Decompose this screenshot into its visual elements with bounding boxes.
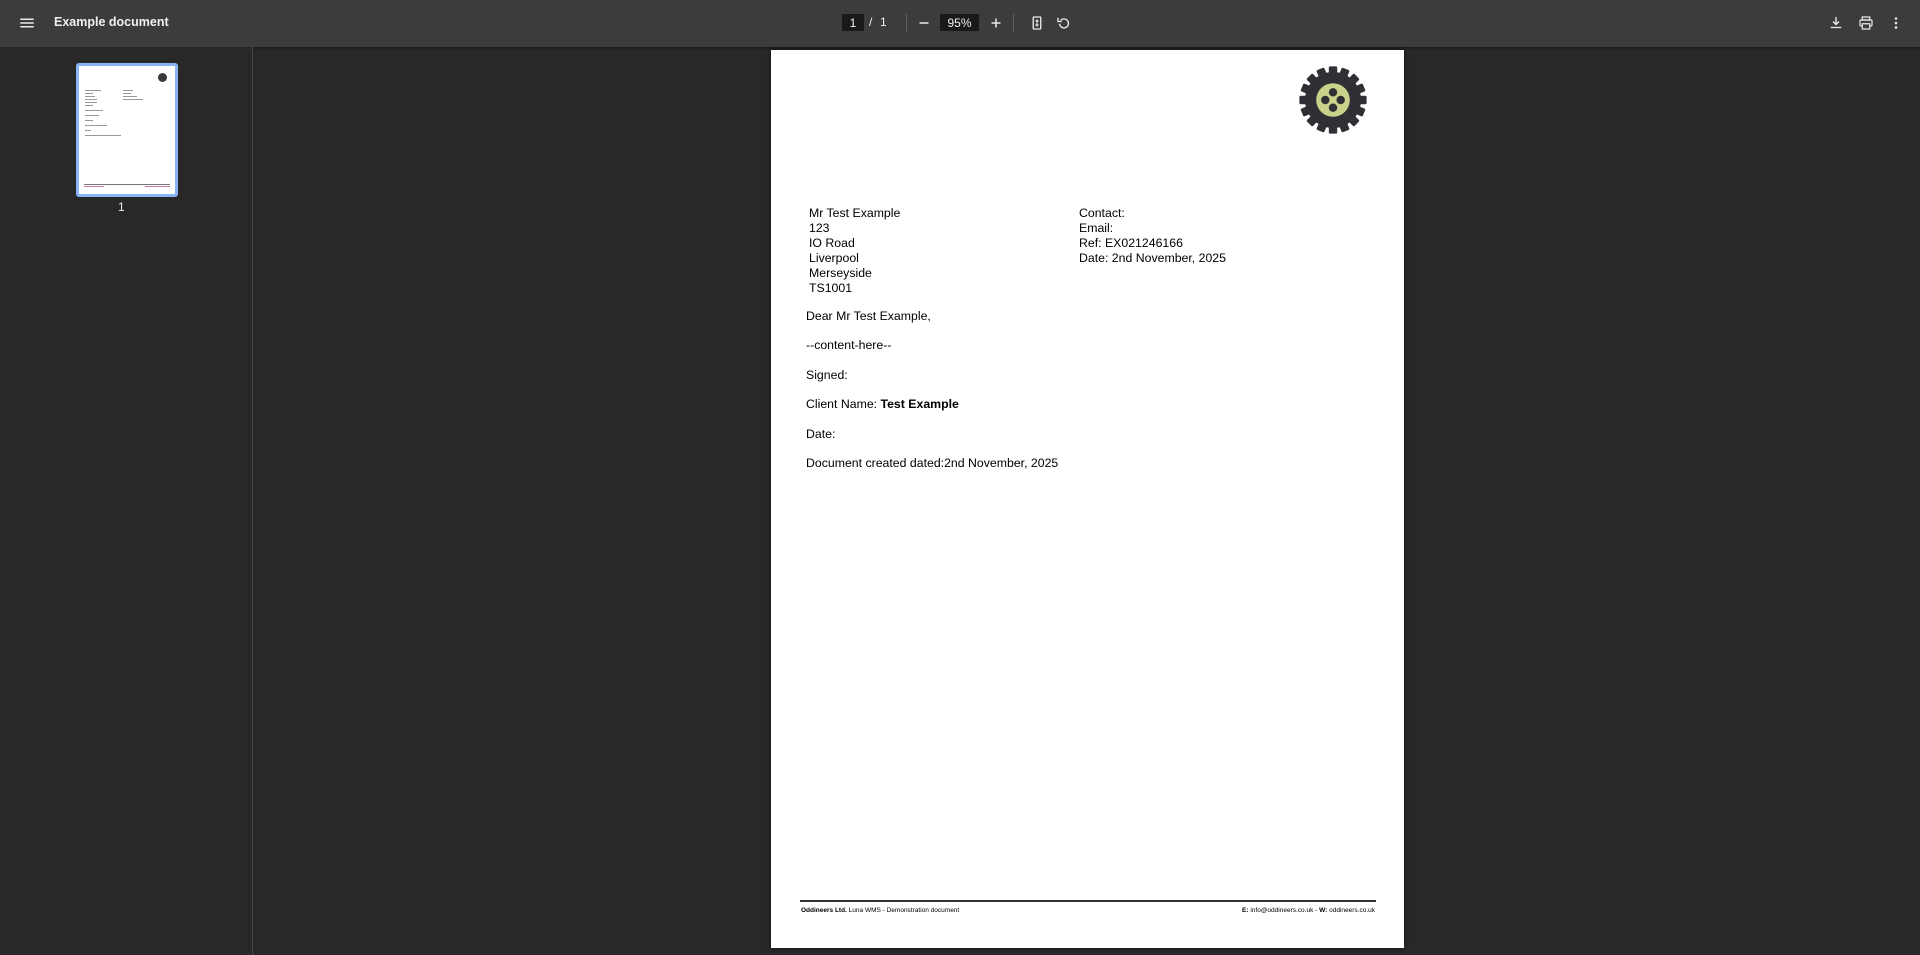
footer-right — [1242, 907, 1375, 914]
print-button[interactable] — [1850, 7, 1882, 39]
reference: Ref: EX021246166 — [1079, 236, 1183, 250]
address-city: Liverpool — [809, 251, 859, 265]
pdf-toolbar — [0, 0, 1920, 47]
zoom-out-button[interactable] — [908, 7, 940, 39]
address-county: Merseyside — [809, 266, 872, 280]
client-name-line — [806, 397, 959, 411]
zoom-in-button[interactable] — [980, 7, 1012, 39]
rotate-icon — [1055, 14, 1073, 32]
thumbnail-page-number: 1 — [118, 200, 125, 214]
more-vert-icon — [1887, 14, 1905, 32]
greeting: Dear Mr Test Example, — [806, 309, 931, 323]
contact-block — [1079, 206, 1226, 266]
thumbnail-logo — [158, 73, 167, 82]
client-name-label: Client Name: — [806, 397, 881, 411]
page-thumbnail[interactable] — [76, 63, 178, 197]
created-date: 2nd November, 2025 — [944, 456, 1059, 470]
footer-web-label: W: — [1319, 907, 1328, 914]
gear-logo-icon — [1298, 65, 1368, 135]
signed-label: Signed: — [806, 368, 848, 382]
footer-company: Oddineers Ltd. — [801, 907, 847, 914]
page-number-input[interactable]: 1 — [842, 14, 864, 31]
contact-label: Contact: — [1079, 206, 1125, 220]
recipient-address — [809, 206, 900, 296]
date-label: Date: — [806, 427, 836, 441]
toolbar-divider — [1013, 14, 1014, 33]
client-name-value: Test Example — [880, 397, 959, 411]
recipient-name: Mr Test Example — [809, 206, 901, 220]
download-icon — [1827, 14, 1845, 32]
address-line-1: 123 — [809, 221, 830, 235]
rotate-button[interactable] — [1048, 7, 1080, 39]
address-line-2: IO Road — [809, 236, 855, 250]
menu-button[interactable] — [11, 7, 43, 39]
page-separator: / — [869, 15, 873, 29]
footer-sep: - — [1313, 907, 1320, 914]
footer-left — [801, 907, 959, 914]
zoom-input[interactable]: 95% — [940, 14, 979, 31]
page-total: 1 — [880, 15, 887, 29]
content-placeholder: --content-here-- — [806, 338, 892, 352]
print-icon — [1857, 14, 1875, 32]
letter-date: Date: 2nd November, 2025 — [1079, 251, 1226, 265]
more-options-button[interactable] — [1880, 7, 1912, 39]
address-postcode: TS1001 — [809, 281, 853, 295]
footer-email: info@oddineers.co.uk — [1248, 907, 1314, 914]
document-title: Example document — [54, 15, 169, 29]
zoom-in-icon — [987, 14, 1005, 32]
created-label: Document created dated: — [806, 456, 945, 470]
toolbar-divider — [906, 14, 907, 33]
menu-icon — [18, 14, 36, 32]
document-page — [771, 50, 1404, 948]
email-label: Email: — [1079, 221, 1114, 235]
created-line — [806, 456, 1058, 470]
zoom-out-icon — [915, 14, 933, 32]
fit-page-icon — [1028, 14, 1046, 32]
footer-divider — [800, 900, 1376, 902]
thumbnail-sidebar — [0, 47, 253, 955]
download-button[interactable] — [1820, 7, 1852, 39]
footer-website: oddineers.co.uk — [1327, 907, 1375, 914]
footer-email-label: E: — [1242, 907, 1249, 914]
footer-tagline: Luna WMS - Demonstration document — [846, 907, 960, 914]
